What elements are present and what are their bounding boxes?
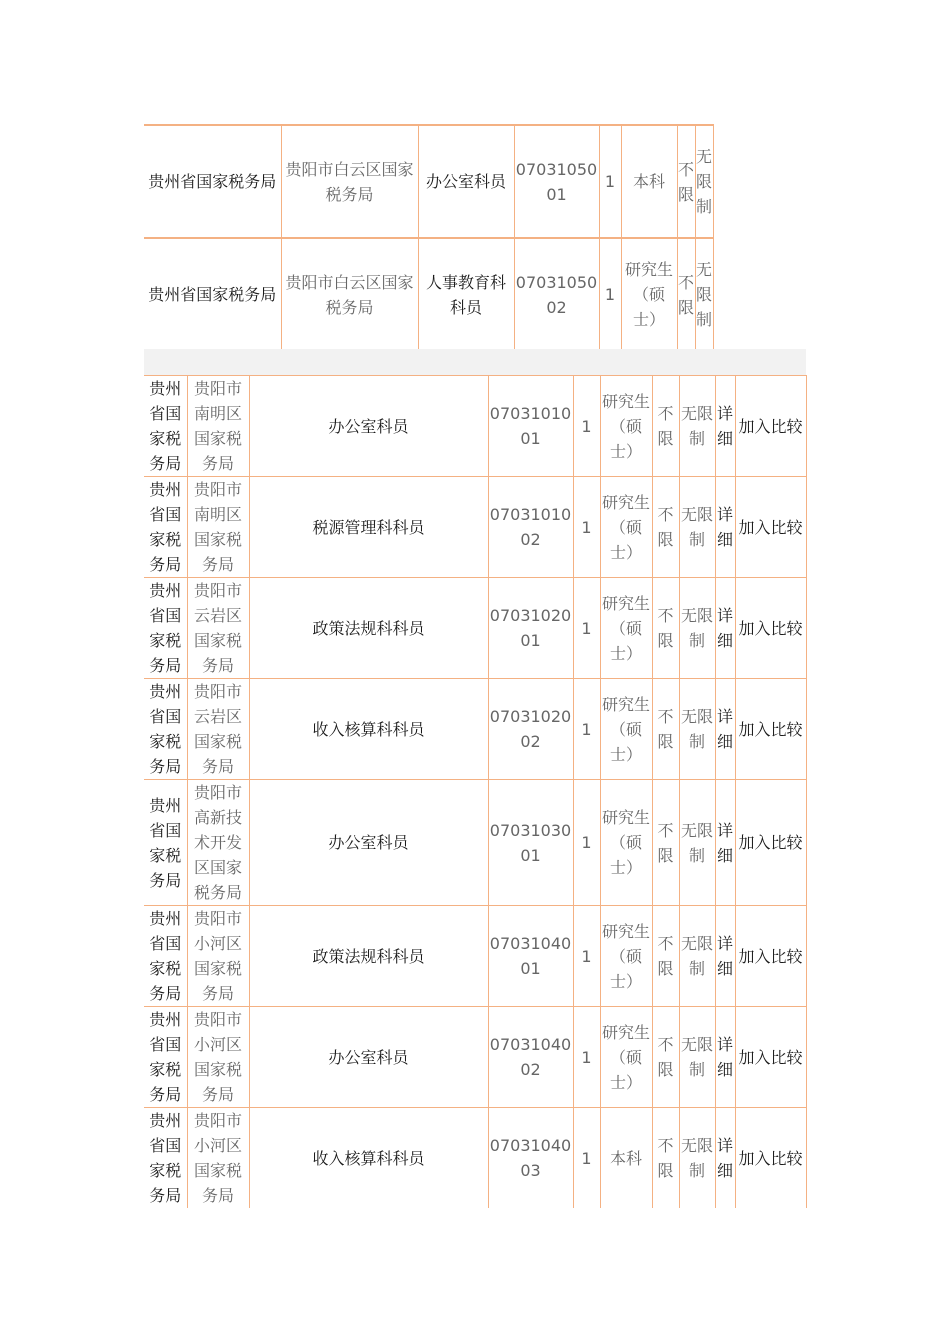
- detail-link[interactable]: 详细: [715, 1108, 735, 1209]
- major-cell: 无限制: [679, 376, 715, 477]
- position-cell: 办公室科员: [249, 1007, 488, 1108]
- major-cell: 无限制: [679, 1007, 715, 1108]
- education-cell: 研究生（硕士）: [600, 1007, 652, 1108]
- degree-cell: 不限: [677, 238, 695, 350]
- count-cell: 1: [573, 578, 600, 679]
- unit-cell: 贵阳市南明区国家税务局: [187, 477, 249, 578]
- table-row: [144, 1108, 806, 1209]
- major-cell: 无限制: [679, 906, 715, 1007]
- org-cell: 贵州省国家税务局: [144, 1108, 187, 1209]
- positions-table-main: [144, 375, 807, 1208]
- org-cell: 贵州省国家税务局: [144, 477, 187, 578]
- major-cell: 无限制: [679, 578, 715, 679]
- add-compare-link[interactable]: 加入比较: [735, 578, 806, 679]
- table-row: [144, 238, 713, 350]
- education-cell: 本科: [621, 125, 677, 238]
- table-row: [144, 376, 806, 477]
- degree-cell: 不限: [652, 780, 679, 906]
- count-cell: 1: [573, 376, 600, 477]
- position-cell: 办公室科员: [249, 780, 488, 906]
- position-cell: 办公室科员: [249, 376, 488, 477]
- count-cell: 1: [573, 477, 600, 578]
- code-cell: 0703101002: [488, 477, 573, 578]
- major-cell: 无限制: [695, 238, 713, 350]
- table-row: [144, 578, 806, 679]
- table-row: [144, 1007, 806, 1108]
- major-cell: 无限制: [679, 679, 715, 780]
- code-cell: 0703105002: [514, 238, 599, 350]
- position-cell: 收入核算科科员: [249, 679, 488, 780]
- table-row: [144, 477, 806, 578]
- education-cell: 研究生（硕士）: [621, 238, 677, 350]
- section-separator: [144, 349, 806, 375]
- add-compare-link[interactable]: 加入比较: [735, 679, 806, 780]
- org-cell: 贵州省国家税务局: [144, 1007, 187, 1108]
- detail-link[interactable]: 详细: [715, 578, 735, 679]
- code-cell: 0703102001: [488, 578, 573, 679]
- degree-cell: 不限: [652, 477, 679, 578]
- count-cell: 1: [573, 1108, 600, 1209]
- position-cell: 税源管理科科员: [249, 477, 488, 578]
- degree-cell: 不限: [652, 376, 679, 477]
- count-cell: 1: [599, 238, 621, 350]
- position-cell: 办公室科员: [418, 125, 514, 238]
- unit-cell: 贵阳市白云区国家税务局: [281, 125, 418, 238]
- degree-cell: 不限: [652, 1108, 679, 1209]
- count-cell: 1: [573, 780, 600, 906]
- detail-link[interactable]: 详细: [715, 1007, 735, 1108]
- education-cell: 研究生（硕士）: [600, 780, 652, 906]
- table-row: [144, 679, 806, 780]
- education-cell: 研究生（硕士）: [600, 906, 652, 1007]
- code-cell: 0703104001: [488, 906, 573, 1007]
- org-cell: 贵州省国家税务局: [144, 238, 281, 350]
- code-cell: 0703101001: [488, 376, 573, 477]
- positions-table-top: [144, 124, 714, 350]
- add-compare-link[interactable]: 加入比较: [735, 376, 806, 477]
- org-cell: 贵州省国家税务局: [144, 125, 281, 238]
- major-cell: 无限制: [695, 125, 713, 238]
- education-cell: 研究生（硕士）: [600, 477, 652, 578]
- org-cell: 贵州省国家税务局: [144, 679, 187, 780]
- position-cell: 收入核算科科员: [249, 1108, 488, 1209]
- table-row: [144, 780, 806, 906]
- education-cell: 本科: [600, 1108, 652, 1209]
- detail-link[interactable]: 详细: [715, 376, 735, 477]
- major-cell: 无限制: [679, 477, 715, 578]
- position-cell: 政策法规科科员: [249, 906, 488, 1007]
- add-compare-link[interactable]: 加入比较: [735, 906, 806, 1007]
- code-cell: 0703103001: [488, 780, 573, 906]
- unit-cell: 贵阳市云岩区国家税务局: [187, 679, 249, 780]
- degree-cell: 不限: [652, 578, 679, 679]
- org-cell: 贵州省国家税务局: [144, 780, 187, 906]
- unit-cell: 贵阳市白云区国家税务局: [281, 238, 418, 350]
- table-row: [144, 125, 713, 238]
- major-cell: 无限制: [679, 1108, 715, 1209]
- position-cell: 人事教育科科员: [418, 238, 514, 350]
- count-cell: 1: [573, 906, 600, 1007]
- add-compare-link[interactable]: 加入比较: [735, 1108, 806, 1209]
- major-cell: 无限制: [679, 780, 715, 906]
- count-cell: 1: [573, 679, 600, 780]
- code-cell: 0703102002: [488, 679, 573, 780]
- position-cell: 政策法规科科员: [249, 578, 488, 679]
- degree-cell: 不限: [652, 906, 679, 1007]
- degree-cell: 不限: [677, 125, 695, 238]
- degree-cell: 不限: [652, 679, 679, 780]
- detail-link[interactable]: 详细: [715, 906, 735, 1007]
- add-compare-link[interactable]: 加入比较: [735, 477, 806, 578]
- org-cell: 贵州省国家税务局: [144, 376, 187, 477]
- org-cell: 贵州省国家税务局: [144, 578, 187, 679]
- detail-link[interactable]: 详细: [715, 477, 735, 578]
- unit-cell: 贵阳市云岩区国家税务局: [187, 578, 249, 679]
- org-cell: 贵州省国家税务局: [144, 906, 187, 1007]
- degree-cell: 不限: [652, 1007, 679, 1108]
- unit-cell: 贵阳市小河区国家税务局: [187, 1007, 249, 1108]
- add-compare-link[interactable]: 加入比较: [735, 780, 806, 906]
- table-row: [144, 906, 806, 1007]
- add-compare-link[interactable]: 加入比较: [735, 1007, 806, 1108]
- code-cell: 0703105001: [514, 125, 599, 238]
- unit-cell: 贵阳市南明区国家税务局: [187, 376, 249, 477]
- unit-cell: 贵阳市小河区国家税务局: [187, 906, 249, 1007]
- detail-link[interactable]: 详细: [715, 780, 735, 906]
- code-cell: 0703104003: [488, 1108, 573, 1209]
- count-cell: 1: [599, 125, 621, 238]
- count-cell: 1: [573, 1007, 600, 1108]
- detail-link[interactable]: 详细: [715, 679, 735, 780]
- education-cell: 研究生（硕士）: [600, 679, 652, 780]
- education-cell: 研究生（硕士）: [600, 376, 652, 477]
- code-cell: 0703104002: [488, 1007, 573, 1108]
- unit-cell: 贵阳市高新技术开发区国家税务局: [187, 780, 249, 906]
- education-cell: 研究生（硕士）: [600, 578, 652, 679]
- unit-cell: 贵阳市小河区国家税务局: [187, 1108, 249, 1209]
